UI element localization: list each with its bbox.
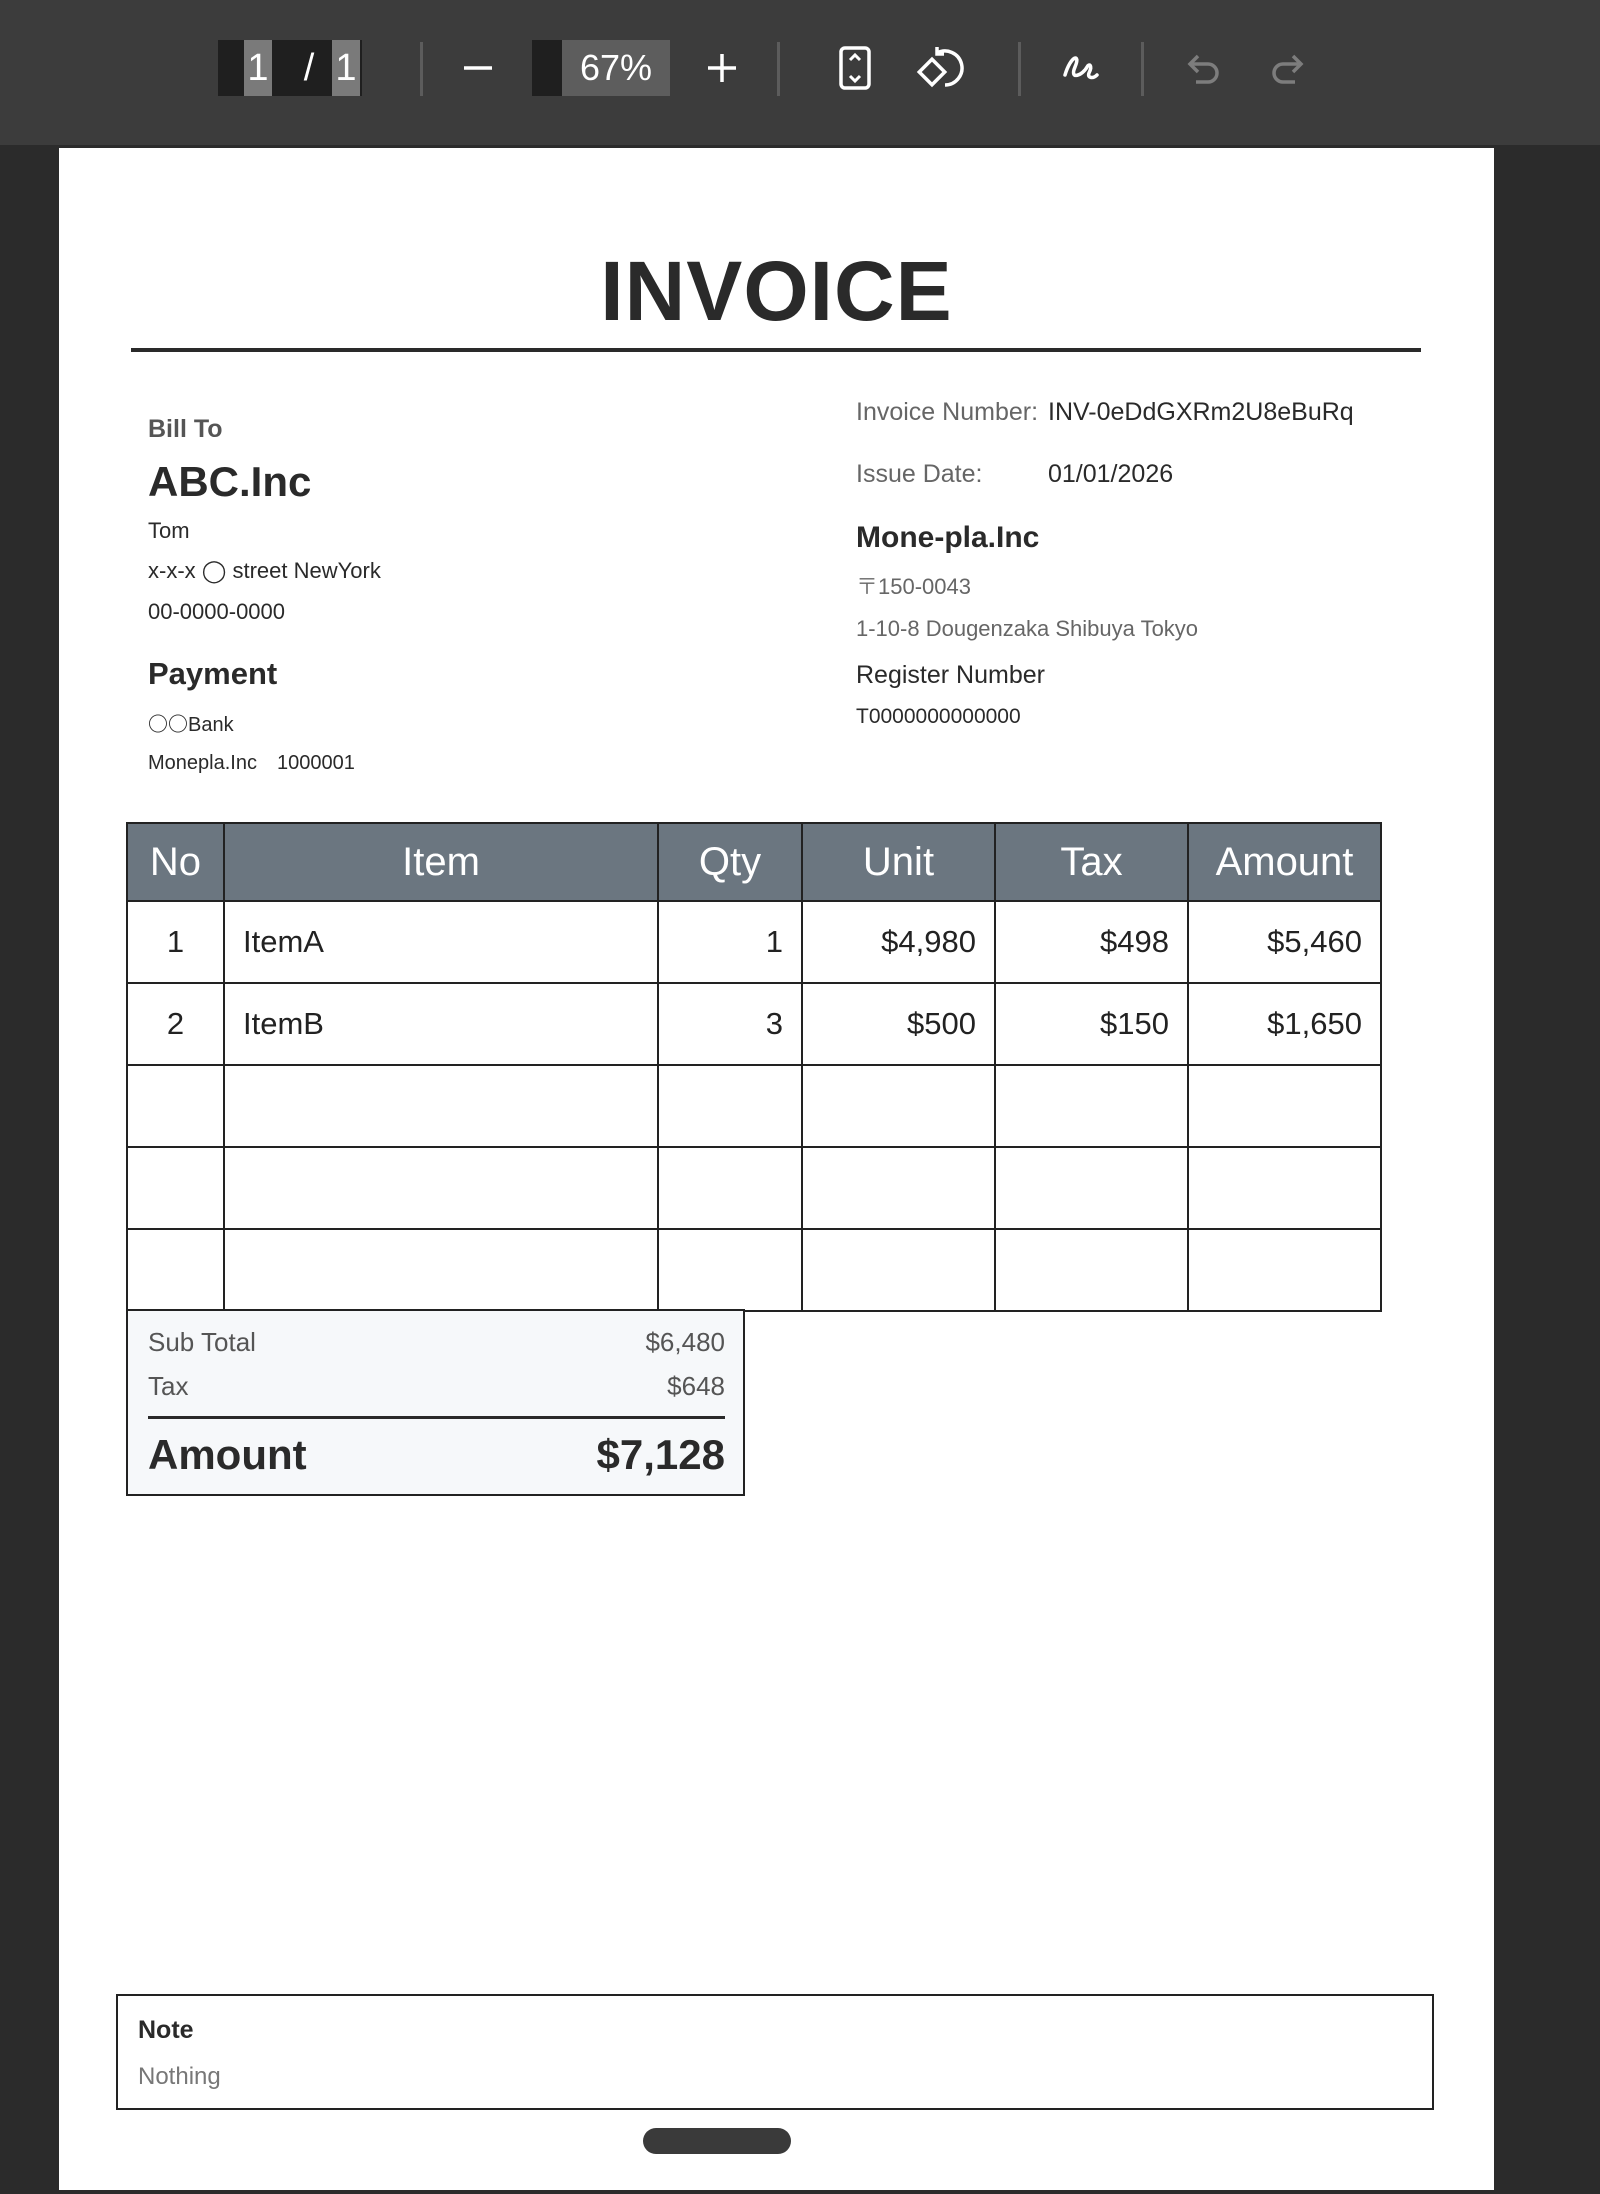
- cell-qty: [658, 1147, 802, 1229]
- note-text: Nothing: [138, 2063, 221, 2090]
- cell-qty: 1: [658, 901, 802, 983]
- invoice-number: INV-0eDdGXRm2U8eBuRq: [1048, 398, 1354, 426]
- cell-amount: $1,650: [1188, 983, 1381, 1065]
- cell-unit: [802, 1229, 995, 1311]
- minus-icon: [461, 51, 495, 85]
- toolbar-divider: [1018, 42, 1021, 96]
- column-header-item: Item: [224, 823, 658, 901]
- bill-to-phone: 00-0000-0000: [148, 599, 286, 624]
- cell-qty: [658, 1229, 802, 1311]
- subtotal-value: $6,480: [645, 1327, 725, 1357]
- draw-icon: [1057, 45, 1103, 91]
- cell-tax: [995, 1229, 1188, 1311]
- table-header-row: [127, 823, 1381, 901]
- cell-amount: [1188, 1147, 1381, 1229]
- column-header-amount: Amount: [1188, 823, 1381, 901]
- tax-value: $648: [667, 1371, 725, 1401]
- cell-unit: $4,980: [802, 901, 995, 983]
- totals-box: [126, 1309, 745, 1496]
- zoom-in-button[interactable]: [692, 38, 752, 98]
- cell-qty: 3: [658, 983, 802, 1065]
- cell-no: 2: [127, 983, 224, 1065]
- tax-label: Tax: [148, 1371, 189, 1401]
- invoice-number-label: Invoice Number:: [856, 398, 1039, 426]
- issue-date-label: Issue Date:: [856, 460, 983, 488]
- fit-page-icon: [835, 45, 875, 91]
- cell-item: ItemB: [224, 983, 658, 1065]
- redo-button[interactable]: [1259, 38, 1319, 98]
- cell-item: [224, 1229, 658, 1311]
- bill-to-contact: Tom: [148, 518, 190, 543]
- payment-account: Monepla.Inc 1000001: [148, 752, 355, 774]
- amount-label: Amount: [148, 1431, 307, 1478]
- cell-unit: [802, 1147, 995, 1229]
- draw-button[interactable]: [1050, 38, 1110, 98]
- column-header-tax: Tax: [995, 823, 1188, 901]
- undo-button[interactable]: [1172, 38, 1232, 98]
- cell-amount: [1188, 1065, 1381, 1147]
- invoice-page: [59, 148, 1494, 2190]
- toolbar-divider: [1141, 42, 1144, 96]
- subtotal-row: [148, 1327, 725, 1358]
- table-row: [127, 1065, 1381, 1147]
- cell-no: [127, 1147, 224, 1229]
- page-separator: /: [303, 46, 315, 89]
- table-row: [127, 1229, 1381, 1311]
- register-number: T0000000000000: [856, 705, 1021, 728]
- toolbar-divider: [777, 42, 780, 96]
- viewer-background-left: [0, 145, 59, 2194]
- cell-no: [127, 1065, 224, 1147]
- amount-value: $7,128: [596, 1431, 725, 1478]
- issue-date: 01/01/2026: [1048, 460, 1174, 488]
- payment-bank: 〇〇Bank: [148, 714, 234, 736]
- cell-unit: [802, 1065, 995, 1147]
- seller-postal: 〒150-0043: [856, 574, 971, 599]
- table-row: [127, 901, 1381, 983]
- column-header-no: No: [127, 823, 224, 901]
- cell-unit: $500: [802, 983, 995, 1065]
- table-row: [127, 983, 1381, 1065]
- cell-amount: [1188, 1229, 1381, 1311]
- rotate-icon: [915, 43, 965, 93]
- cell-tax: $150: [995, 983, 1188, 1065]
- invoice-title: INVOICE: [600, 244, 953, 338]
- note-label: Note: [138, 2016, 194, 2044]
- register-number-label: Register Number: [856, 661, 1045, 689]
- title-divider: [131, 348, 1421, 352]
- bill-to-address: x-x-x ◯ street NewYork: [148, 558, 381, 583]
- cell-tax: [995, 1147, 1188, 1229]
- cell-item: ItemA: [224, 901, 658, 983]
- table-row: [127, 1147, 1381, 1229]
- pdf-toolbar: [0, 0, 1600, 145]
- cell-no: [127, 1229, 224, 1311]
- cell-tax: $498: [995, 901, 1188, 983]
- tax-row: [148, 1371, 725, 1402]
- toolbar-divider: [420, 42, 423, 96]
- bill-to-name: ABC.Inc: [148, 458, 312, 505]
- cell-qty: [658, 1065, 802, 1147]
- redo-icon: [1269, 48, 1309, 88]
- page-total: 1: [332, 40, 360, 96]
- rotate-button[interactable]: [910, 38, 970, 98]
- note-box: [116, 1994, 1434, 2110]
- plus-icon: [705, 51, 739, 85]
- zoom-level[interactable]: 67%: [562, 40, 670, 96]
- undo-icon: [1182, 48, 1222, 88]
- subtotal-label: Sub Total: [148, 1327, 256, 1357]
- page-current-input[interactable]: 1: [244, 40, 272, 96]
- items-table: [126, 822, 1382, 1312]
- viewer-background-right: [1494, 145, 1600, 2194]
- cell-amount: $5,460: [1188, 901, 1381, 983]
- seller-address: 1-10-8 Dougenzaka Shibuya Tokyo: [856, 616, 1199, 641]
- fit-page-button[interactable]: [825, 38, 885, 98]
- scroll-handle[interactable]: [643, 2128, 791, 2154]
- cell-item: [224, 1065, 658, 1147]
- cell-item: [224, 1147, 658, 1229]
- payment-heading: Payment: [148, 656, 278, 691]
- column-header-unit: Unit: [802, 823, 995, 901]
- zoom-out-button[interactable]: [448, 38, 508, 98]
- amount-row: [148, 1431, 725, 1479]
- column-header-qty: Qty: [658, 823, 802, 901]
- cell-tax: [995, 1065, 1188, 1147]
- totals-divider: [148, 1416, 725, 1419]
- bill-to-label: Bill To: [148, 415, 223, 443]
- cell-no: 1: [127, 901, 224, 983]
- seller-name: Mone-pla.Inc: [856, 521, 1040, 554]
